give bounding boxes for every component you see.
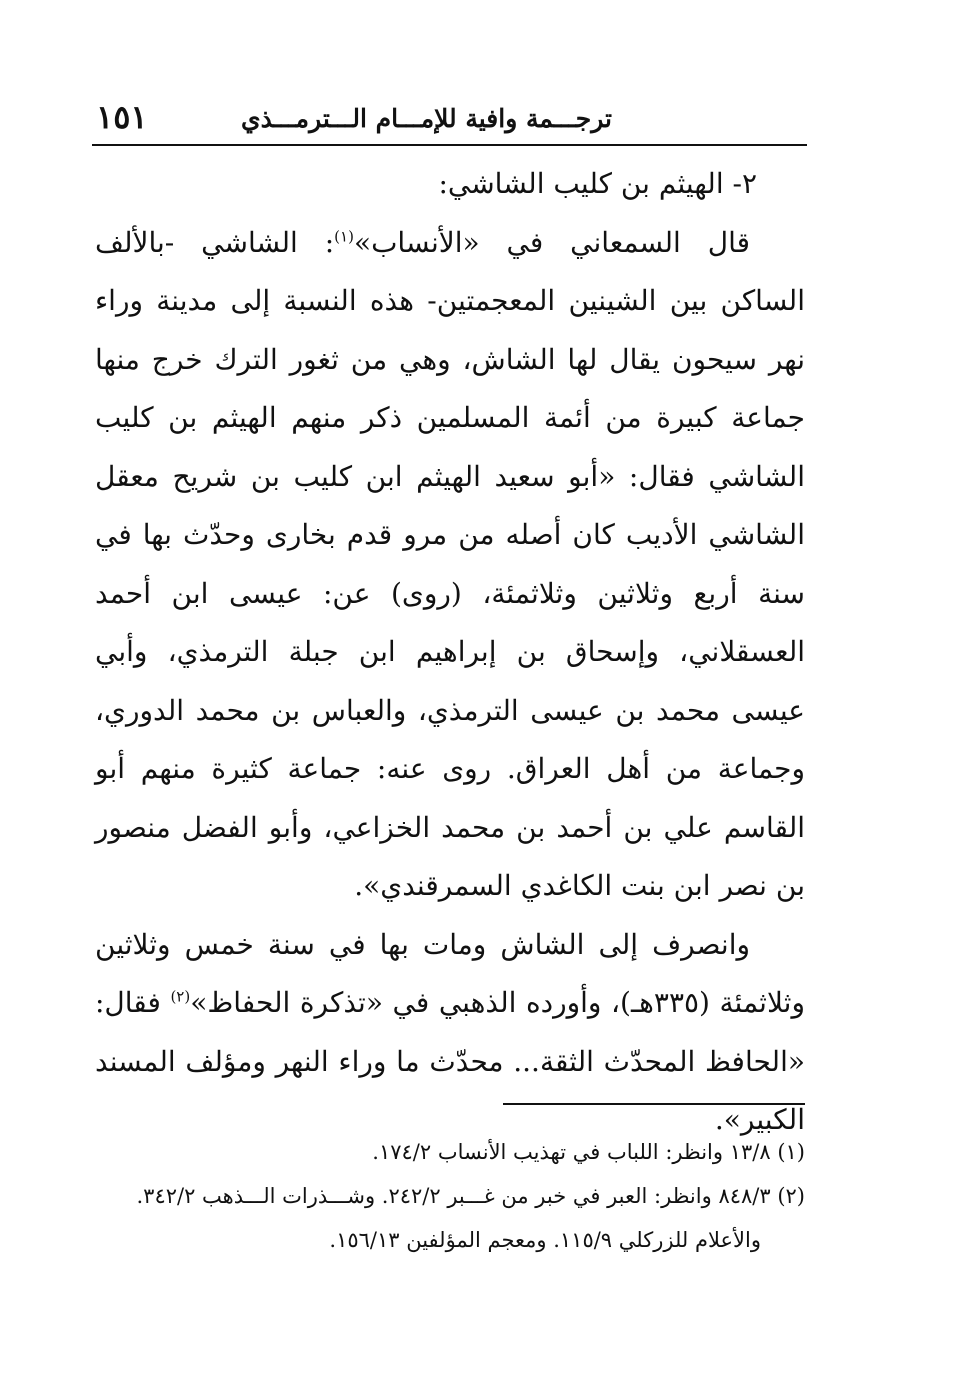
footnote-1: (١) ١٣/٨ وانظر: اللباب في تهذيب الأنساب ١٧٤/٢. xyxy=(372,1140,805,1164)
running-title: ترجـــمة وافية للإمـــام الـــترمـــذي xyxy=(241,104,612,133)
footnote-ref-2: (٢) xyxy=(170,987,191,1006)
paragraph-2-rest: فقال: «الحافظ المحدّث الثقة... محدّث ما وراء النهر ومؤلف المسند الكبير». xyxy=(95,986,805,1136)
page-header xyxy=(92,92,807,146)
footnote-ref-1: (١) xyxy=(334,227,354,246)
paragraph-2-start: وانصرف إلى الشاش ومات بها في سنة خمس وثلاثين وثلاثمئة (٣٣٥هـ)، وأورده الذهبي في «تذكرة الحفاظ» xyxy=(95,927,805,1019)
paragraph-1-start: قال السمعاني في «الأنساب» xyxy=(353,225,750,259)
paragraph-1-rest: : الشاشي -بالألف الساكن بين الشينين المعجمتين- هذه النسبة إلى مدينة وراء نهر سيحون يقال لها الشاش، وهي من ثغور الترك خرج منها جماعة كبيرة من أئمة المسلمين ذكر منهم الهيثم بن كليب الشاشي فقال: «أبو سعيد الهيثم ابن كليب بن شريح معقل الشاشي الأديب كان أصله من مرو قدم بخارى وحدّث بها في سنة أربع وثلاثين وثلاثمئة، (روى) عن: عيسى ابن أحمد العسقلاني، وإسحاق بن إبراهيم ابن جبلة الترمذي، وأبي عيسى محمد بن عيسى الترمذي، والعباس بن محمد الدوري، وجماعة من أهل العراق. روى عنه: جماعة كثيرة منهم أبو القاسم علي بن أحمد بن محمد الخزاعي، وأبو الفضل منصور بن نصر ابن بنت الكاغدي السمرقندي». xyxy=(95,225,805,902)
paragraph-2 xyxy=(95,916,805,1150)
footnote-2: (٢) ٨٤٨/٣ وانظر: العبر في خبر من غـــبر ٢٤٢/٢. وشـــذرات الـــذهب ٣٤٢/٢. xyxy=(136,1184,805,1208)
footnote-2-continued: والأعلام للزركلي ١١٥/٩. ومعجم المؤلفين ١٥٦/١٣. xyxy=(329,1228,761,1252)
page-number: ١٥١ xyxy=(96,98,148,136)
main-text xyxy=(95,155,805,1150)
footnote-separator xyxy=(503,1103,805,1105)
paragraph-1 xyxy=(95,214,805,916)
section-heading: ٢- الهيثم بن كليب الشاشي: xyxy=(438,167,757,200)
footnotes xyxy=(95,1130,805,1262)
